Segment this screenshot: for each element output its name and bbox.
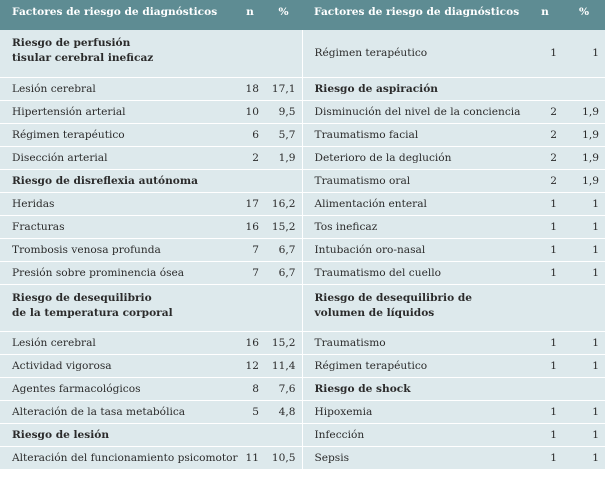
table-row bbox=[0, 192, 605, 215]
factor-cell: Traumatismo bbox=[302, 331, 527, 354]
factor-cell: Deterioro de la deglución bbox=[302, 146, 527, 169]
factor-cell: Traumatismo del cuello bbox=[302, 261, 527, 284]
percent-cell bbox=[563, 284, 605, 331]
percent-cell: 1,9 bbox=[265, 146, 302, 169]
percent-cell: 1 bbox=[563, 331, 605, 354]
count-cell: 1 bbox=[527, 192, 563, 215]
count-cell: 2 bbox=[527, 100, 563, 123]
percent-cell: 1 bbox=[563, 446, 605, 469]
factor-cell: Infección bbox=[302, 423, 527, 446]
count-cell: 7 bbox=[235, 238, 265, 261]
factor-cell: Heridas bbox=[0, 192, 235, 215]
count-cell: 18 bbox=[235, 77, 265, 100]
count-cell: 16 bbox=[235, 215, 265, 238]
factor-cell: Fracturas bbox=[0, 215, 235, 238]
factor-cell: Tos ineficaz bbox=[302, 215, 527, 238]
count-cell: 10 bbox=[235, 100, 265, 123]
count-cell bbox=[527, 77, 563, 100]
count-cell: 1 bbox=[527, 354, 563, 377]
table-row bbox=[0, 284, 605, 331]
count-cell: 1 bbox=[527, 261, 563, 284]
table-row bbox=[0, 400, 605, 423]
count-cell bbox=[235, 169, 265, 192]
factor-cell: Intubación oro-nasal bbox=[302, 238, 527, 261]
factor-cell: Alimentación enteral bbox=[302, 192, 527, 215]
percent-cell: 10,5 bbox=[265, 446, 302, 469]
count-cell bbox=[527, 377, 563, 400]
count-cell: 7 bbox=[235, 261, 265, 284]
header-left-percent: % bbox=[265, 0, 302, 30]
count-cell: 1 bbox=[527, 400, 563, 423]
count-cell: 2 bbox=[527, 123, 563, 146]
count-cell: 2 bbox=[527, 146, 563, 169]
factor-cell: Disección arterial bbox=[0, 146, 235, 169]
table-row bbox=[0, 100, 605, 123]
factor-cell: Lesión cerebral bbox=[0, 331, 235, 354]
count-cell: 1 bbox=[527, 331, 563, 354]
count-cell bbox=[235, 423, 265, 446]
table-row bbox=[0, 238, 605, 261]
percent-cell: 1 bbox=[563, 215, 605, 238]
factor-cell: Alteración del funcionamiento psicomotor bbox=[0, 446, 235, 469]
count-cell: 1 bbox=[527, 446, 563, 469]
percent-cell: 9,5 bbox=[265, 100, 302, 123]
table-row bbox=[0, 146, 605, 169]
category-heading: Riesgo de desequilibrio de la temperatura corporal bbox=[0, 284, 235, 331]
header-right-n: n bbox=[527, 0, 563, 30]
count-cell: 2 bbox=[235, 146, 265, 169]
table-row bbox=[0, 377, 605, 400]
category-heading: Riesgo de desequilibrio de volumen de líquidos bbox=[302, 284, 527, 331]
count-cell: 17 bbox=[235, 192, 265, 215]
factor-cell: Trombosis venosa profunda bbox=[0, 238, 235, 261]
percent-cell: 5,7 bbox=[265, 123, 302, 146]
factor-cell: Sepsis bbox=[302, 446, 527, 469]
table-row bbox=[0, 446, 605, 469]
table-row bbox=[0, 331, 605, 354]
category-heading: Riesgo de perfusión tisular cerebral ineficaz bbox=[0, 30, 235, 77]
percent-cell: 1 bbox=[563, 261, 605, 284]
header-left-n: n bbox=[235, 0, 265, 30]
percent-cell bbox=[563, 77, 605, 100]
percent-cell: 17,1 bbox=[265, 77, 302, 100]
table-row bbox=[0, 215, 605, 238]
percent-cell: 1,9 bbox=[563, 146, 605, 169]
percent-cell: 6,7 bbox=[265, 261, 302, 284]
table-row bbox=[0, 423, 605, 446]
factor-cell: Régimen terapéutico bbox=[302, 354, 527, 377]
count-cell: 1 bbox=[527, 30, 563, 77]
table-row bbox=[0, 77, 605, 100]
factor-cell: Agentes farmacológicos bbox=[0, 377, 235, 400]
table-row bbox=[0, 123, 605, 146]
category-heading: Riesgo de lesión bbox=[0, 423, 235, 446]
table-row bbox=[0, 261, 605, 284]
factor-cell: Lesión cerebral bbox=[0, 77, 235, 100]
percent-cell: 15,2 bbox=[265, 215, 302, 238]
count-cell: 1 bbox=[527, 423, 563, 446]
category-heading: Riesgo de aspiración bbox=[302, 77, 527, 100]
percent-cell: 11,4 bbox=[265, 354, 302, 377]
table-row bbox=[0, 30, 605, 77]
percent-cell: 1,9 bbox=[563, 123, 605, 146]
table-row bbox=[0, 169, 605, 192]
percent-cell: 1 bbox=[563, 30, 605, 77]
percent-cell: 1 bbox=[563, 400, 605, 423]
percent-cell bbox=[265, 30, 302, 77]
percent-cell: 16,2 bbox=[265, 192, 302, 215]
percent-cell: 1 bbox=[563, 423, 605, 446]
count-cell: 1 bbox=[527, 215, 563, 238]
percent-cell: 1 bbox=[563, 192, 605, 215]
factor-cell: Régimen terapéutico bbox=[0, 123, 235, 146]
percent-cell: 15,2 bbox=[265, 331, 302, 354]
factor-cell: Traumatismo facial bbox=[302, 123, 527, 146]
percent-cell bbox=[265, 284, 302, 331]
category-heading: Riesgo de disreflexia autónoma bbox=[0, 169, 235, 192]
count-cell: 16 bbox=[235, 331, 265, 354]
count-cell bbox=[527, 284, 563, 331]
factor-cell: Traumatismo oral bbox=[302, 169, 527, 192]
percent-cell: 1 bbox=[563, 354, 605, 377]
count-cell: 6 bbox=[235, 123, 265, 146]
percent-cell: 6,7 bbox=[265, 238, 302, 261]
count-cell: 5 bbox=[235, 400, 265, 423]
table-header bbox=[0, 0, 605, 30]
header-right-factors: Factores de riesgo de diagnósticos bbox=[302, 0, 527, 30]
factor-cell: Alteración de la tasa metabólica bbox=[0, 400, 235, 423]
table-row bbox=[0, 354, 605, 377]
percent-cell bbox=[265, 423, 302, 446]
factor-cell: Hipertensión arterial bbox=[0, 100, 235, 123]
percent-cell bbox=[563, 377, 605, 400]
count-cell bbox=[235, 284, 265, 331]
count-cell: 11 bbox=[235, 446, 265, 469]
count-cell: 8 bbox=[235, 377, 265, 400]
factor-cell: Hipoxemia bbox=[302, 400, 527, 423]
count-cell bbox=[235, 30, 265, 77]
factor-cell: Presión sobre prominencia ósea bbox=[0, 261, 235, 284]
factor-cell: Disminución del nivel de la conciencia bbox=[302, 100, 527, 123]
percent-cell: 1,9 bbox=[563, 169, 605, 192]
count-cell: 12 bbox=[235, 354, 265, 377]
category-heading: Riesgo de shock bbox=[302, 377, 527, 400]
count-cell: 2 bbox=[527, 169, 563, 192]
factor-cell: Actividad vigorosa bbox=[0, 354, 235, 377]
percent-cell: 1,9 bbox=[563, 100, 605, 123]
header-right-percent: % bbox=[563, 0, 605, 30]
header-left-factors: Factores de riesgo de diagnósticos bbox=[0, 0, 235, 30]
factor-cell: Régimen terapéutico bbox=[302, 30, 527, 77]
percent-cell bbox=[265, 169, 302, 192]
count-cell: 1 bbox=[527, 238, 563, 261]
percent-cell: 7,6 bbox=[265, 377, 302, 400]
percent-cell: 4,8 bbox=[265, 400, 302, 423]
percent-cell: 1 bbox=[563, 238, 605, 261]
